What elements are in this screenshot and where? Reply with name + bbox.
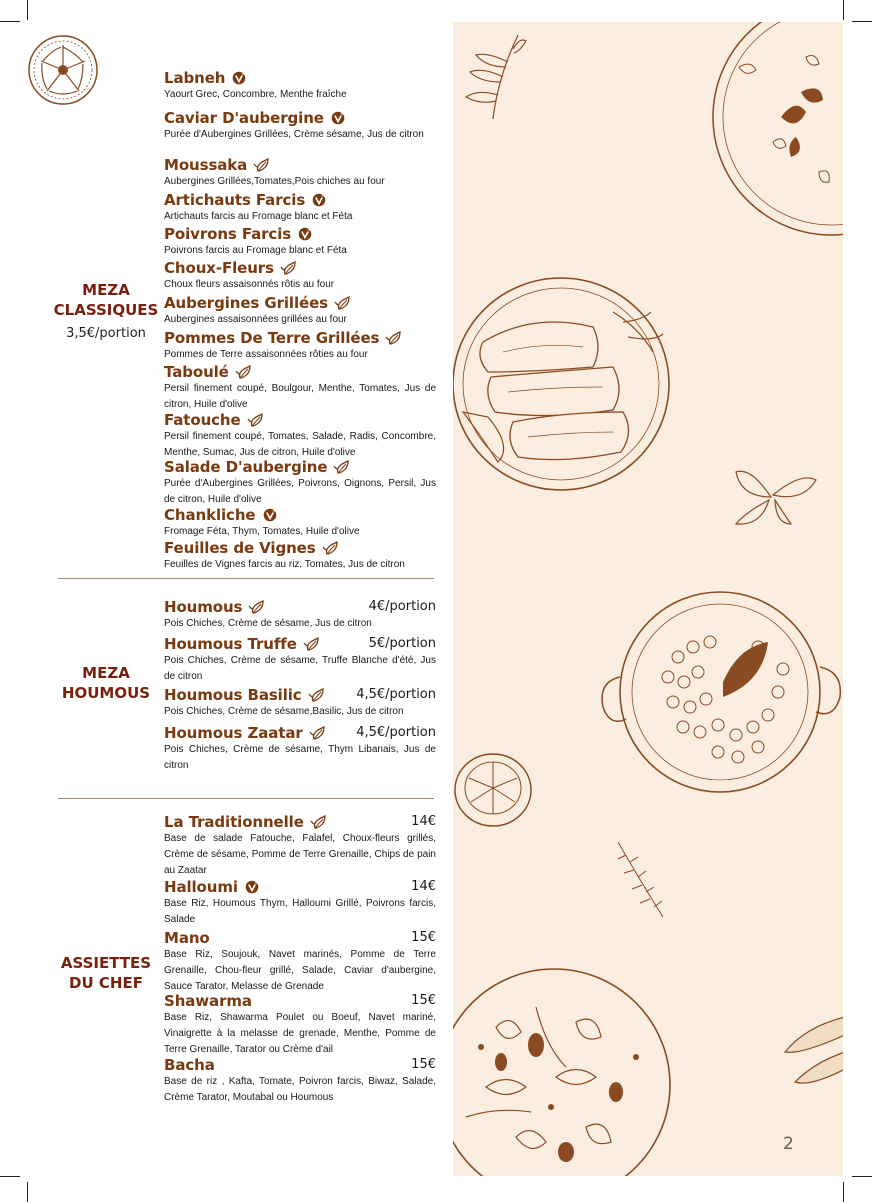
section-label-line: CLASSIQUES [53,301,159,319]
menu-item-header [164,190,436,209]
leaf-icon [322,541,338,555]
menu-item [164,293,436,328]
leaf-icon [303,637,319,651]
menu-item-name: Shawarma [164,991,252,1010]
leaf-icon [247,413,263,427]
vegan-v-icon [311,193,327,207]
menu-item-header [164,505,436,524]
menu-item-header [164,155,436,174]
crop-mark [27,0,28,20]
section-label-houmous [31,663,181,703]
cinnamon-sticks-icon [775,1007,843,1092]
crop-mark [0,21,20,22]
menu-item-description: Base Riz, Shawarma Poulet ou Boeuf, Navet mariné, Vinaigrette à la melasse de grenade, Menthe, Pomme de Terre Grenaille, Tarator ou Crème d'ail [164,1012,436,1055]
menu-item-price: 15€ [411,993,436,1008]
menu-item [164,812,436,879]
menu-item-name: Pommes De Terre Grillées [164,328,380,347]
menu-item-name: Labneh [164,68,226,87]
leaf-icon [253,158,269,172]
leaf-icon [235,365,251,379]
menu-item-name: Poivrons Farcis [164,224,292,243]
menu-item [164,410,436,461]
menu-item [164,258,436,293]
vegan-v-icon [231,71,247,85]
leaf-icon [334,296,350,310]
menu-item-price: 14€ [411,879,436,894]
menu-item-header [164,258,436,277]
menu-item-description: Poivrons farcis au Fromage blanc et Féta [164,245,347,256]
basil-leaves-icon [731,462,821,527]
menu-item-name: Feuilles de Vignes [164,538,316,557]
menu-item-description: Aubergines Grillées,Tomates,Pois chiches au four [164,176,385,187]
menu-item [164,108,436,143]
menu-item-description: Pois Chiches, Crème de sésame, Jus de citron [164,618,372,629]
menu-item-header [164,108,436,127]
menu-item-name: Moussaka [164,155,248,174]
menu-item-price: 4€/portion [368,599,436,614]
menu-item-description: Pois Chiches, Crème de sésame, Truffe Blanche d'été, Jus de citron [164,655,436,682]
menu-item [164,224,436,259]
section-label-line: DU CHEF [69,974,143,992]
menu-item-name: Taboulé [164,362,229,381]
menu-item-description: Base Riz, Houmous Thym, Halloumi Grillé, Poivrons farcis, Salade [164,898,436,925]
menu-item [164,328,436,363]
menu-item-header [164,68,436,87]
menu-item-price: 14€ [411,814,436,829]
menu-item-name: Fatouche [164,410,241,429]
menu-item-description: Pois Chiches, Crème de sésame, Thym Libanais, Jus de citron [164,744,436,771]
menu-item-price: 5€/portion [368,636,436,651]
section-divider [58,578,434,579]
menu-item-header [164,362,436,381]
menu-item-price: 4,5€/portion [356,725,436,740]
menu-item-name: Houmous Zaatar [164,723,303,742]
stuffed-rolls-plate-icon [453,272,678,502]
dried-orange-slice-icon [27,33,100,106]
vegan-v-icon [262,508,278,522]
leaf-icon [310,815,326,829]
vegan-v-icon [244,880,260,894]
crop-mark [852,1176,872,1177]
menu-item-description: Aubergines assaisonnées grillées au four [164,314,347,325]
thyme-sprig-icon [608,837,673,922]
menu-item [164,685,436,720]
menu-item-description: Base de salade Fatouche, Falafel, Choux-fleurs grillés, Crème de sésame, Pomme de Terre Grenaille, Chips de pain au Zaatar [164,833,436,876]
menu-item-description: Base de riz , Kafta, Tomate, Poivron farcis, Biwaz, Salade, Crème Tarator, Moutabal ou Houmous [164,1076,436,1103]
section-label-assiettes [31,953,181,993]
section-label-line: MEZA [82,664,130,682]
menu-item-description: Pois Chiches, Crème de sésame,Basilic, Jus de citron [164,706,404,717]
menu-item [164,155,436,190]
menu-item [164,634,436,685]
herb-sprig-icon [458,27,528,122]
crop-mark [0,1176,20,1177]
menu-item-name: Salade D'aubergine [164,457,328,476]
menu-item-name: Houmous Basilic [164,685,302,704]
menu-item-header [164,634,436,653]
menu-item-description: Choux fleurs assaisonnés rôtis au four [164,279,335,290]
menu-item-header [164,877,436,896]
crop-mark [27,1182,28,1202]
menu-item [164,991,436,1058]
section-divider [58,798,434,799]
menu-item-header [164,1055,436,1074]
menu-item-name: Houmous [164,597,243,616]
leaf-icon [333,460,349,474]
leaf-icon [280,261,296,275]
menu-item-header [164,410,436,429]
section-label-line: ASSIETTES [60,954,152,972]
menu-item [164,362,436,413]
menu-item-name: Chankliche [164,505,256,524]
illustration-panel [453,22,843,1176]
menu-item-header [164,457,436,476]
menu-item-description: Artichauts farcis au Fromage blanc et Féta [164,211,353,222]
menu-item-description: Persil finement coupé, Tomates, Salade, Radis, Concombre, Menthe, Sumac, Jus de citron, Huile d'olive [164,431,436,458]
section-label-classiques [31,280,181,344]
menu-item-name: La Traditionnelle [164,812,304,831]
menu-item-header [164,224,436,243]
menu-item-price: 4,5€/portion [356,687,436,702]
menu-item-header [164,723,436,742]
menu-item [164,68,436,103]
menu-item-header [164,991,436,1010]
menu-item [164,928,436,995]
menu-item-header [164,812,436,831]
menu-item-header [164,928,436,947]
menu-item-name: Choux-Fleurs [164,258,274,277]
menu-item-header [164,328,436,347]
crop-mark [843,1182,844,1202]
mezze-platter-icon [453,967,671,1176]
leaf-icon [248,600,264,614]
menu-item [164,505,436,540]
menu-item [164,597,436,632]
menu-item-description: Purée d'Aubergines Grillées, Poivrons, Oignons, Persil, Jus de citron, Huile d'olive [164,478,436,505]
menu-item [164,723,436,774]
menu-item-description: Persil finement coupé, Boulgour, Menthe, Tomates, Jus de citron, Huile d'olive [164,383,436,410]
menu-item [164,457,436,508]
section-label-line: MEZA [82,281,130,299]
menu-item-name: Caviar D'aubergine [164,108,324,127]
menu-item-description: Fromage Féta, Thym, Tomates, Huile d'olive [164,526,360,537]
leaf-icon [308,688,324,702]
menu-item-header [164,538,436,557]
leaf-icon [385,331,401,345]
houmous-bowl-icon [598,587,843,797]
menu-item-name: Aubergines Grillées [164,293,328,312]
menu-item [164,190,436,225]
menu-item-name: Houmous Truffe [164,634,297,653]
vegan-v-icon [297,227,313,241]
section-price-note: 3,5€/portion [66,326,146,341]
menu-item-price: 15€ [411,930,436,945]
crop-mark [852,21,872,22]
menu-item-name: Bacha [164,1055,215,1074]
menu-item-description: Pommes de Terre assaisonnées rôties au four [164,349,368,360]
leaf-icon [309,726,325,740]
menu-item-header [164,597,436,616]
menu-item-description: Purée d'Aubergines Grillées, Crème sésame, Jus de citron [164,129,424,140]
menu-item [164,877,436,928]
page-number: 2 [783,1134,794,1154]
menu-item-header [164,293,436,312]
crop-mark [843,0,844,20]
menu-item-name: Artichauts Farcis [164,190,306,209]
menu-item-header [164,685,436,704]
menu-item-description: Yaourt Grec, Concombre, Menthe fraîche [164,89,347,100]
menu-item [164,538,436,573]
menu-item-name: Halloumi [164,877,238,896]
menu-item-name: Mano [164,928,210,947]
menu-item [164,1055,436,1106]
plate-with-herbs-icon [711,22,843,242]
menu-item-price: 15€ [411,1057,436,1072]
menu-item-description: Base Riz, Soujouk, Navet marinés, Pomme de Terre Grenaille, Chou-fleur grillé, Salade, Caviar d'aubergine, Sauce Tarator, Melasse de Grenade [164,949,436,992]
menu-item-description: Feuilles de Vignes farcis au riz, Tomates, Jus de citron [164,559,405,570]
section-label-line: HOUMOUS [61,684,151,702]
lemon-slice-icon [453,752,535,832]
vegan-v-icon [330,111,346,125]
